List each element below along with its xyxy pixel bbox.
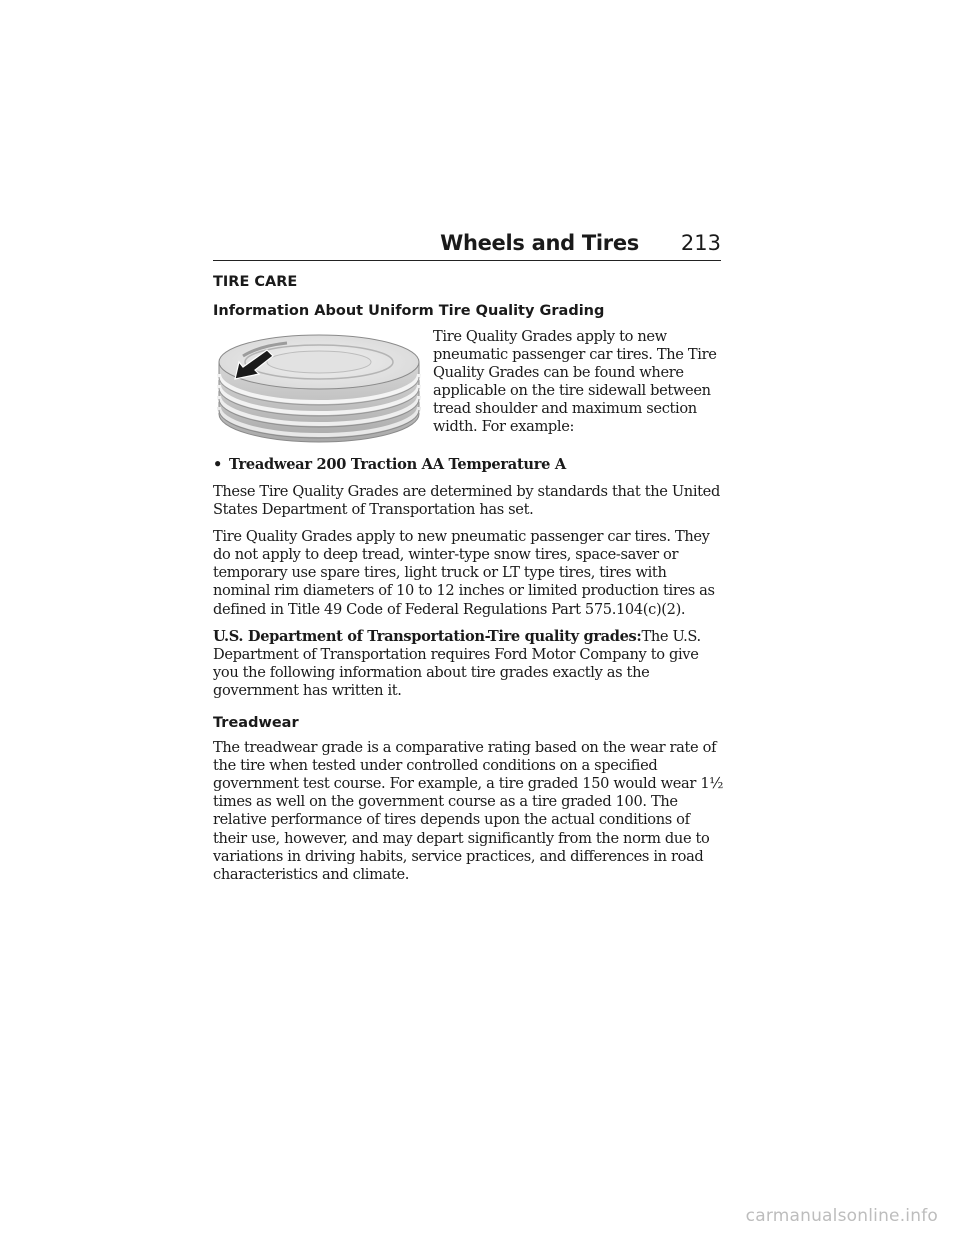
paragraph-applicability: Tire Quality Grades apply to new pneumatic passenger car tires. They do not apply to deep tread, winter-type snow tires, space-saver or temporary use spare tires, light truck or LT type tires, tires with nominal rim diameters of 10 to 12 inches or limited production tires as defined in Title 49 Code of Federal Regulations Part 575.104(c)(2).: [213, 528, 715, 618]
intro-paragraph: Tire Quality Grades apply to new pneumatic passenger car tires. The Tire Quality Grades can be found where applicable on the tire sidewall between tread shoulder and maximum section width. For example:: [433, 328, 717, 435]
page-number: 213: [680, 231, 721, 255]
heading-treadwear: Treadwear: [213, 715, 299, 732]
bullet-dot: •: [213, 456, 223, 473]
example-grade-text: Treadwear 200 Traction AA Temperature A: [229, 456, 566, 473]
paragraph-standards: These Tire Quality Grades are determined by standards that the United States Department of Transportation has set.: [213, 483, 720, 519]
watermark: carmanualsonline.info: [745, 1206, 938, 1226]
intro-block: [213, 328, 725, 444]
dot-grades-lead: U.S. Department of Transportation-Tire quality grades:: [213, 627, 642, 645]
page-content: [213, 270, 725, 884]
example-bullet: [213, 456, 725, 474]
dot-grades-body: The U.S. Department of Transportation requires Ford Motor Company to give you the following information about tire grades exactly as the government has written it.: [213, 627, 701, 699]
section-title: Wheels and Tires: [440, 231, 639, 255]
paragraph-treadwear: The treadwear grade is a comparative rating based on the wear rate of the tire when tested under controlled conditions on a specified government test course. For example, a tire graded 150 would wear 1½ times as well on the government course as a tire graded 100. The relative performance of tires depends upon the actual conditions of their use, however, and may depart significantly from the norm due to variations in driving habits, service practices, and differences in road characteristics and climate.: [213, 739, 724, 883]
tire-sidewall-arrow-icon: [215, 334, 423, 444]
page-header: [213, 226, 721, 261]
heading-tire-care: TIRE CARE: [213, 274, 298, 290]
heading-uniform-grading: Information About Uniform Tire Quality Grading: [213, 303, 605, 319]
paragraph-dot-grades: [213, 628, 725, 700]
